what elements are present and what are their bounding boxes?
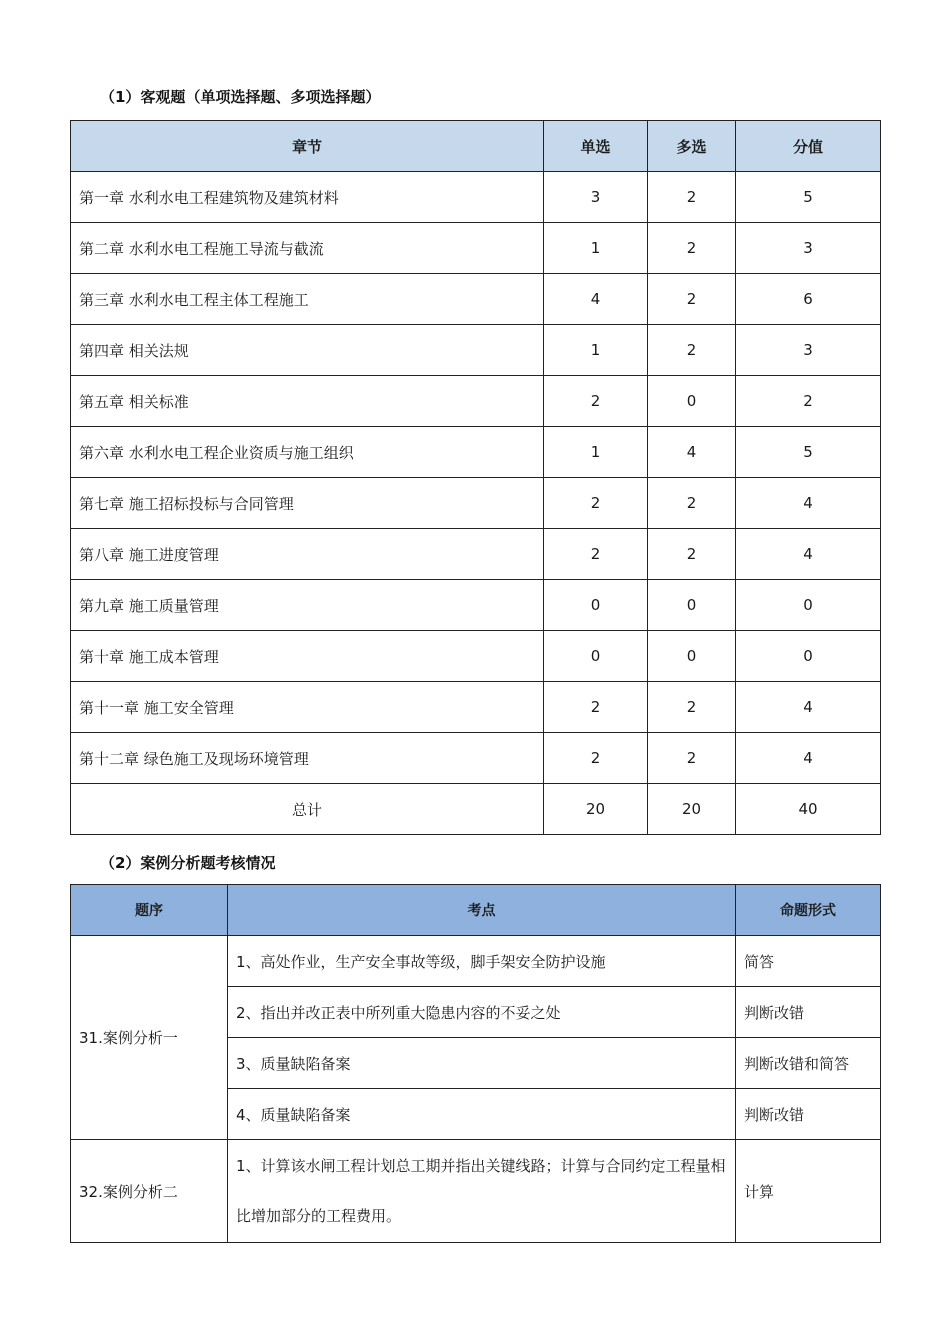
score-cell: 2 [736, 376, 881, 427]
total-single: 20 [544, 784, 648, 835]
score-cell: 0 [736, 580, 881, 631]
chapter-cell: 第七章 施工招标投标与合同管理 [71, 478, 544, 529]
form-cell: 判断改错 [736, 1089, 881, 1140]
chapter-cell: 第十二章 绿色施工及现场环境管理 [71, 733, 544, 784]
chapter-cell: 第四章 相关法规 [71, 325, 544, 376]
form-cell: 判断改错和简答 [736, 1038, 881, 1089]
table-row [71, 223, 881, 274]
total-row [71, 784, 881, 835]
multi-cell: 0 [648, 580, 736, 631]
chapter-cell: 第九章 施工质量管理 [71, 580, 544, 631]
table-row [71, 376, 881, 427]
total-multi: 20 [648, 784, 736, 835]
point-cell: 2、指出并改正表中所列重大隐患内容的不妥之处 [228, 987, 736, 1038]
score-cell: 3 [736, 223, 881, 274]
single-cell: 4 [544, 274, 648, 325]
point-cell: 3、质量缺陷备案 [228, 1038, 736, 1089]
case-analysis-table [70, 884, 881, 1243]
single-cell: 2 [544, 478, 648, 529]
chapter-cell: 第五章 相关标准 [71, 376, 544, 427]
section2-title: （2）案例分析题考核情况 [100, 854, 276, 872]
score-cell: 3 [736, 325, 881, 376]
table-row [71, 580, 881, 631]
multi-cell: 2 [648, 529, 736, 580]
chapter-cell: 第三章 水利水电工程主体工程施工 [71, 274, 544, 325]
single-cell: 1 [544, 427, 648, 478]
single-cell: 2 [544, 733, 648, 784]
table-row [71, 733, 881, 784]
table-row [71, 172, 881, 223]
point-cell: 1、计算该水闸工程计划总工期并指出关键线路；计算与合同约定工程量相比增加部分的工程费用。 [228, 1140, 736, 1243]
header-form: 命题形式 [736, 885, 881, 936]
table-row [71, 274, 881, 325]
table-row [71, 631, 881, 682]
multi-cell: 2 [648, 223, 736, 274]
single-cell: 2 [544, 682, 648, 733]
multi-cell: 2 [648, 172, 736, 223]
table-row [71, 478, 881, 529]
multi-cell: 2 [648, 274, 736, 325]
single-cell: 2 [544, 376, 648, 427]
table-row [71, 682, 881, 733]
multi-cell: 0 [648, 376, 736, 427]
header-score: 分值 [736, 121, 881, 172]
table-row [71, 1140, 881, 1243]
multi-cell: 4 [648, 427, 736, 478]
multi-cell: 0 [648, 631, 736, 682]
table-row [71, 325, 881, 376]
table-header-row [71, 121, 881, 172]
score-cell: 6 [736, 274, 881, 325]
score-cell: 5 [736, 427, 881, 478]
form-cell: 简答 [736, 936, 881, 987]
score-cell: 4 [736, 733, 881, 784]
score-cell: 4 [736, 529, 881, 580]
case1-label: 31.案例分析一 [71, 936, 228, 1140]
objective-questions-table [70, 120, 881, 835]
single-cell: 3 [544, 172, 648, 223]
table-row [71, 936, 881, 987]
multi-cell: 2 [648, 682, 736, 733]
multi-cell: 2 [648, 733, 736, 784]
table-header-row [71, 885, 881, 936]
score-cell: 5 [736, 172, 881, 223]
single-cell: 1 [544, 223, 648, 274]
single-cell: 0 [544, 631, 648, 682]
chapter-cell: 第二章 水利水电工程施工导流与截流 [71, 223, 544, 274]
single-cell: 1 [544, 325, 648, 376]
multi-cell: 2 [648, 478, 736, 529]
total-score: 40 [736, 784, 881, 835]
case2-label: 32.案例分析二 [71, 1140, 228, 1243]
score-cell: 4 [736, 682, 881, 733]
score-cell: 0 [736, 631, 881, 682]
score-cell: 4 [736, 478, 881, 529]
header-multi: 多选 [648, 121, 736, 172]
header-point: 考点 [228, 885, 736, 936]
form-cell: 判断改错 [736, 987, 881, 1038]
chapter-cell: 第十章 施工成本管理 [71, 631, 544, 682]
chapter-cell: 第八章 施工进度管理 [71, 529, 544, 580]
multi-cell: 2 [648, 325, 736, 376]
single-cell: 0 [544, 580, 648, 631]
single-cell: 2 [544, 529, 648, 580]
header-order: 题序 [71, 885, 228, 936]
total-label: 总计 [71, 784, 544, 835]
table-row [71, 529, 881, 580]
point-cell: 4、质量缺陷备案 [228, 1089, 736, 1140]
chapter-cell: 第十一章 施工安全管理 [71, 682, 544, 733]
section1-title: （1）客观题（单项选择题、多项选择题） [100, 88, 381, 106]
chapter-cell: 第一章 水利水电工程建筑物及建筑材料 [71, 172, 544, 223]
header-single: 单选 [544, 121, 648, 172]
point-cell: 1、高处作业，生产安全事故等级，脚手架安全防护设施 [228, 936, 736, 987]
table-row [71, 427, 881, 478]
form-cell: 计算 [736, 1140, 881, 1243]
header-chapter: 章节 [71, 121, 544, 172]
chapter-cell: 第六章 水利水电工程企业资质与施工组织 [71, 427, 544, 478]
